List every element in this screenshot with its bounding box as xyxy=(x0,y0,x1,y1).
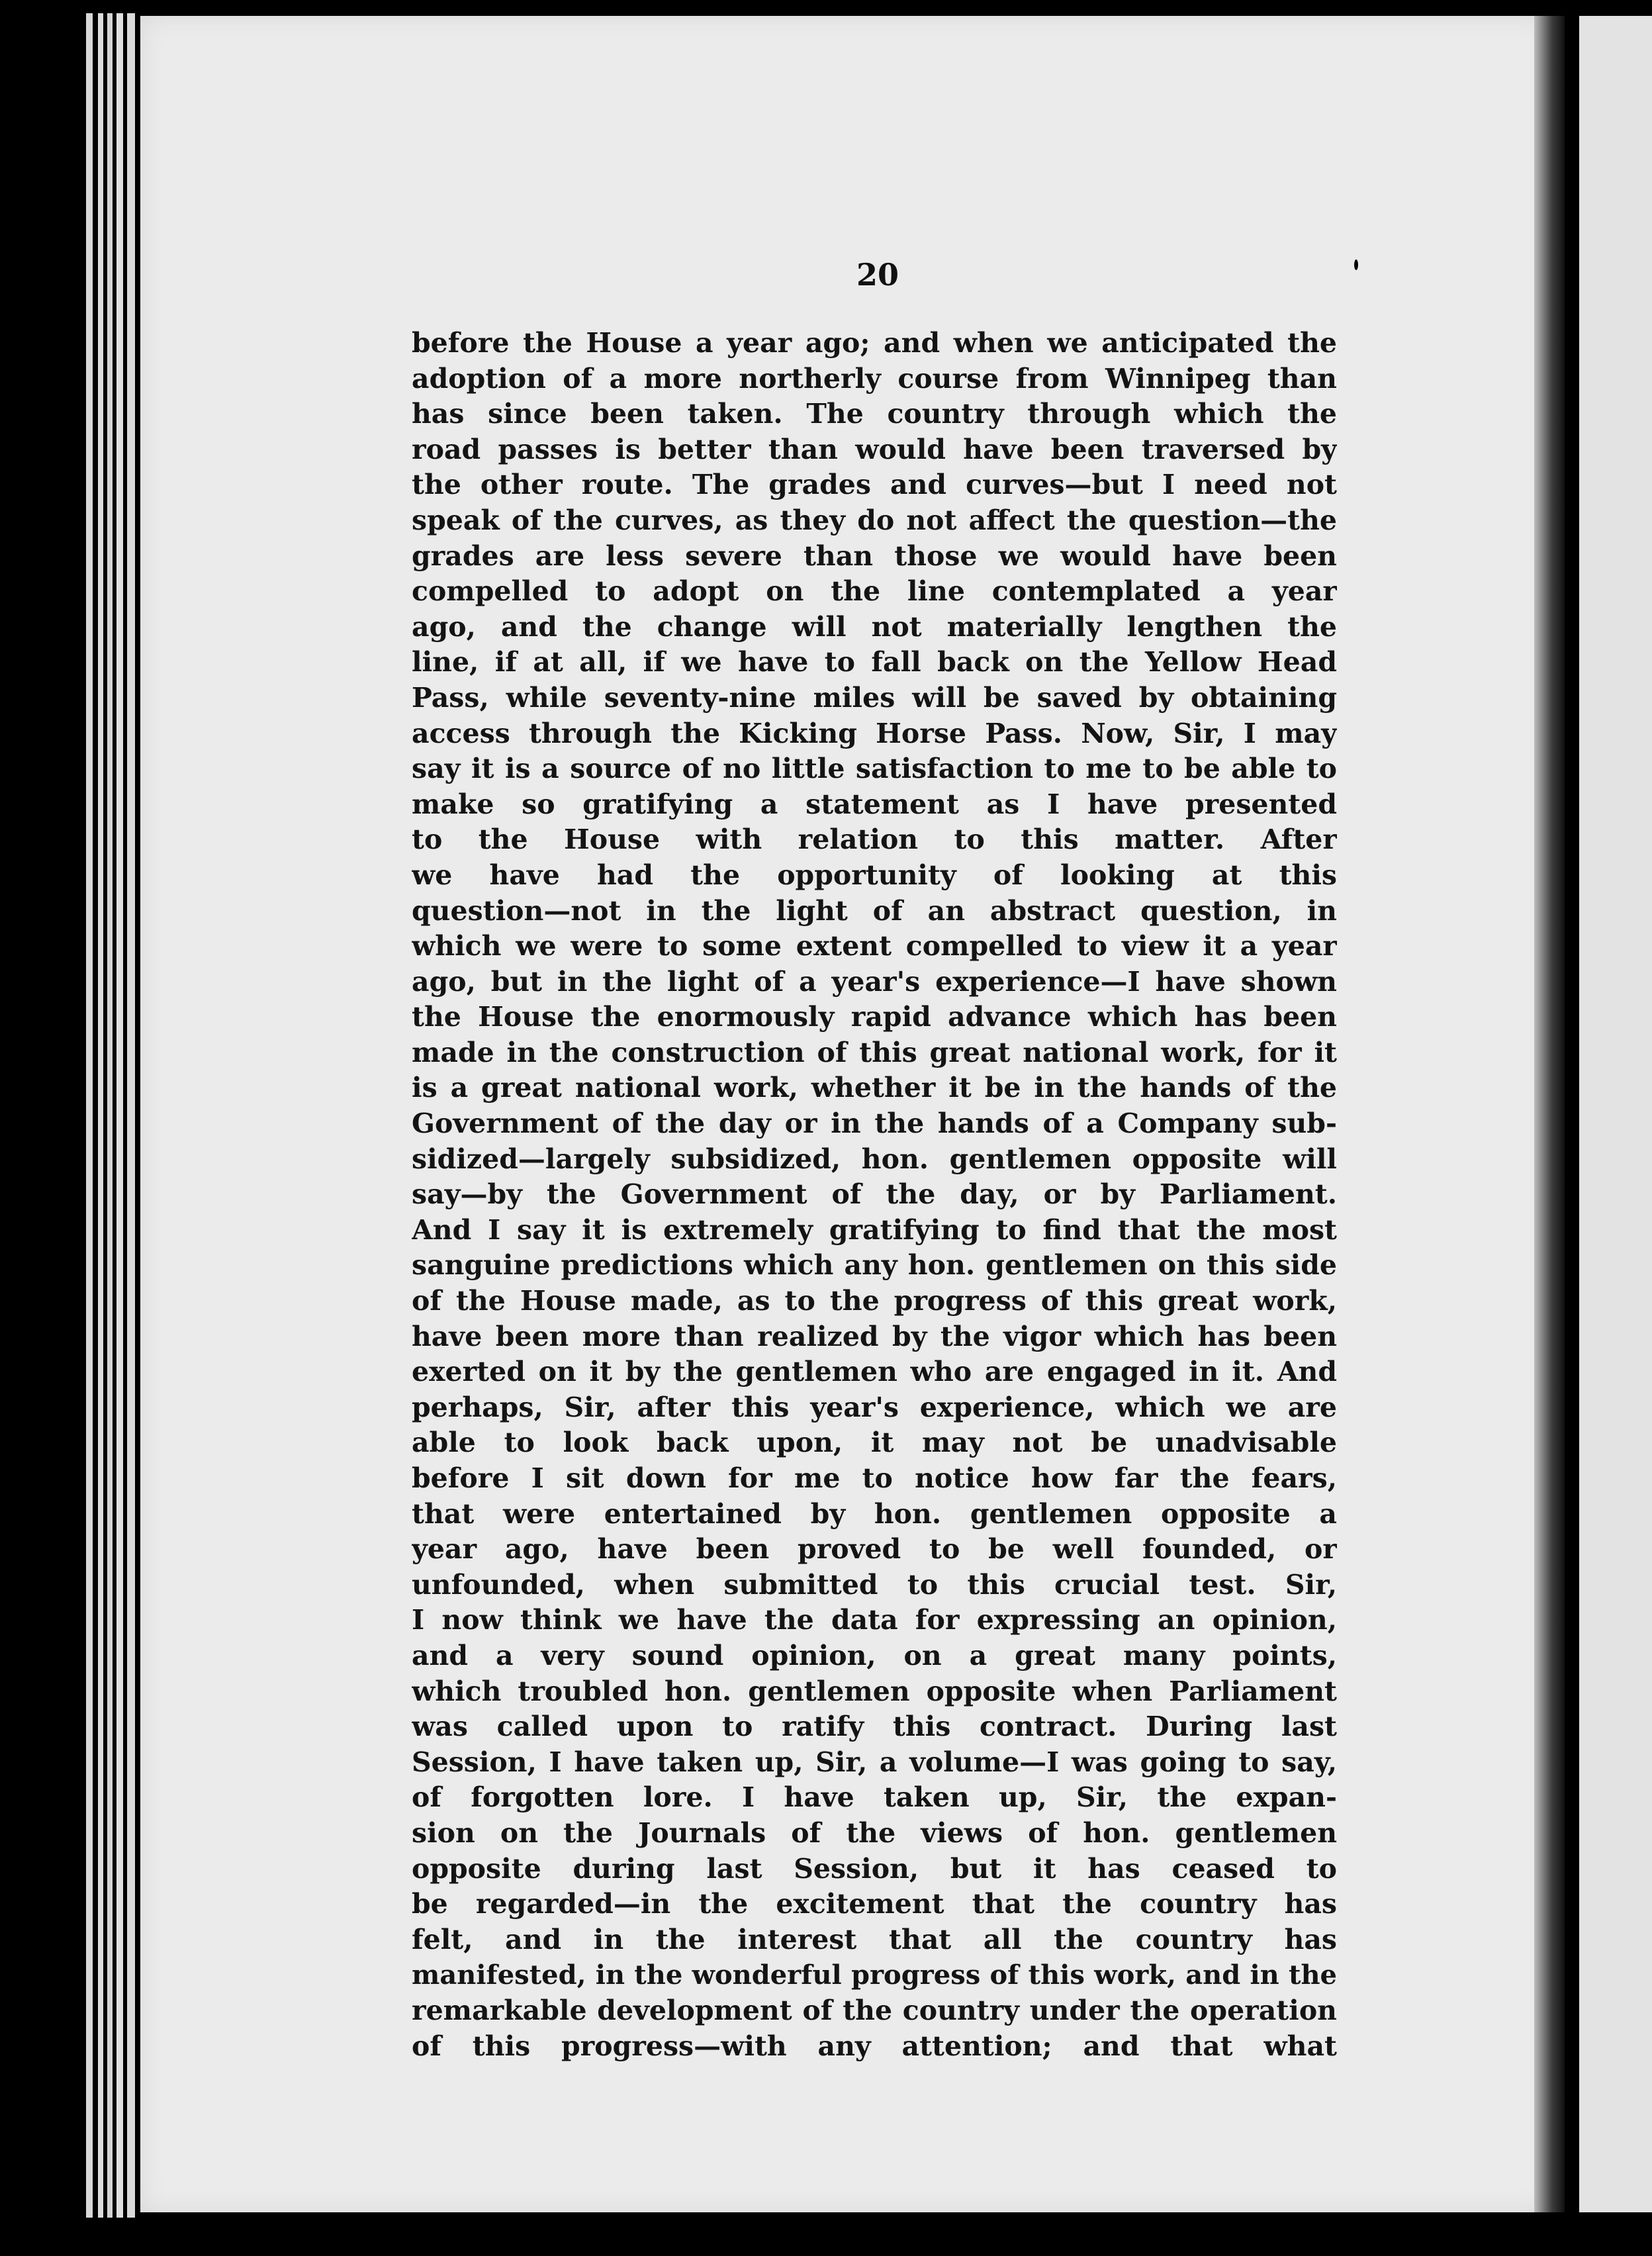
text-line: Government of the day or in the hands of a Company sub- xyxy=(412,1107,1337,1140)
text-line: year ago, have been proved to be well founded, or xyxy=(412,1533,1337,1566)
body-text xyxy=(412,326,1337,2064)
text-line: made in the construction of this great national work, for it xyxy=(412,1036,1337,1068)
text-line: question—not in the light of an abstract question, in xyxy=(412,894,1337,927)
page-gutter xyxy=(1534,16,1565,2212)
page-edge xyxy=(116,13,123,2218)
text-line: line, if at all, if we have to fall back on the Yellow Head xyxy=(412,646,1337,679)
page-number: 20 xyxy=(856,257,899,293)
text-line: speak of the curves, as they do not affect the question—the xyxy=(412,504,1337,536)
text-line: and a very sound opinion, on a great many points, xyxy=(412,1639,1337,1671)
text-line: perhaps, Sir, after this year's experience, which we are xyxy=(412,1391,1337,1423)
scan-speck xyxy=(13,126,20,135)
text-line: unfounded, when submitted to this crucial test. Sir, xyxy=(412,1568,1337,1601)
text-line: be regarded—in the excitement that the country has xyxy=(412,1888,1337,1920)
text-line: which troubled hon. gentlemen opposite when Parliament xyxy=(412,1675,1337,1707)
text-line: say—by the Government of the day, or by Parliament. xyxy=(412,1178,1337,1211)
text-line: before I sit down for me to notice how far the fears, xyxy=(412,1462,1337,1494)
text-line: of this progress—with any attention; and that what xyxy=(412,2030,1337,2062)
page-edge xyxy=(127,13,135,2218)
text-line: grades are less severe than those we would have been xyxy=(412,540,1337,572)
text-line: compelled to adopt on the line contemplated a year xyxy=(412,575,1337,608)
text-line: to the House with relation to this matter. After xyxy=(412,823,1337,856)
text-line: exerted on it by the gentlemen who are engaged in it. And xyxy=(412,1356,1337,1388)
text-line: sanguine predictions which any hon. gentlemen on this side xyxy=(412,1249,1337,1282)
text-line: road passes is better than would have been traversed by xyxy=(412,433,1337,465)
text-line: that were entertained by hon. gentlemen opposite a xyxy=(412,1497,1337,1530)
page-edge xyxy=(107,13,113,2218)
text-line: And I say it is extremely gratifying to find that the most xyxy=(412,1213,1337,1246)
text-line: remarkable development of the country under the operation xyxy=(412,1994,1337,2026)
text-line: which we were to some extent compelled to view it a year xyxy=(412,930,1337,963)
text-line: before the House a year ago; and when we anticipated the xyxy=(412,327,1337,359)
text-line: the House the enormously rapid advance which has been xyxy=(412,1001,1337,1033)
text-line: able to look back upon, it may not be unadvisable xyxy=(412,1427,1337,1459)
text-line: has since been taken. The country through which the xyxy=(412,398,1337,430)
text-line: have been more than realized by the vigor which has been xyxy=(412,1320,1337,1352)
text-line: sion on the Journals of the views of hon. gentlemen xyxy=(412,1816,1337,1849)
text-line: of the House made, as to the progress of this great work, xyxy=(412,1285,1337,1317)
scan-speck xyxy=(1354,259,1358,270)
text-line: we have had the opportunity of looking at this xyxy=(412,859,1337,891)
text-line: Session, I have taken up, Sir, a volume—I was going to say, xyxy=(412,1746,1337,1778)
text-line: was called upon to ratify this contract. During last xyxy=(412,1711,1337,1743)
facing-page-sliver xyxy=(1579,16,1652,2212)
page-edge xyxy=(98,13,103,2218)
text-line: adoption of a more northerly course from Winnipeg than xyxy=(412,362,1337,395)
text-line: ago, but in the light of a year's experience—I have shown xyxy=(412,965,1337,998)
scan-speck xyxy=(1566,740,1571,748)
text-line: I now think we have the data for expressing an opinion, xyxy=(412,1604,1337,1636)
text-line: make so gratifying a statement as I have presented xyxy=(412,788,1337,820)
page-edge xyxy=(86,13,93,2218)
text-line: sidized—largely subsidized, hon. gentlemen opposite will xyxy=(412,1143,1337,1175)
text-line: felt, and in the interest that all the country has xyxy=(412,1923,1337,1955)
text-line: Pass, while seventy-nine miles will be saved by obtaining xyxy=(412,681,1337,714)
text-line: ago, and the change will not materially lengthen the xyxy=(412,610,1337,643)
text-line: is a great national work, whether it be in the hands of the xyxy=(412,1072,1337,1104)
text-line: say it is a source of no little satisfaction to me to be able to xyxy=(412,753,1337,785)
text-line: manifested, in the wonderful progress of this work, and in the xyxy=(412,1959,1337,1991)
text-line: opposite during last Session, but it has ceased to xyxy=(412,1852,1337,1885)
text-line: access through the Kicking Horse Pass. Now, Sir, I may xyxy=(412,717,1337,749)
text-line: of forgotten lore. I have taken up, Sir, the expan- xyxy=(412,1781,1337,1814)
text-line: the other route. The grades and curves—but I need not xyxy=(412,469,1337,501)
